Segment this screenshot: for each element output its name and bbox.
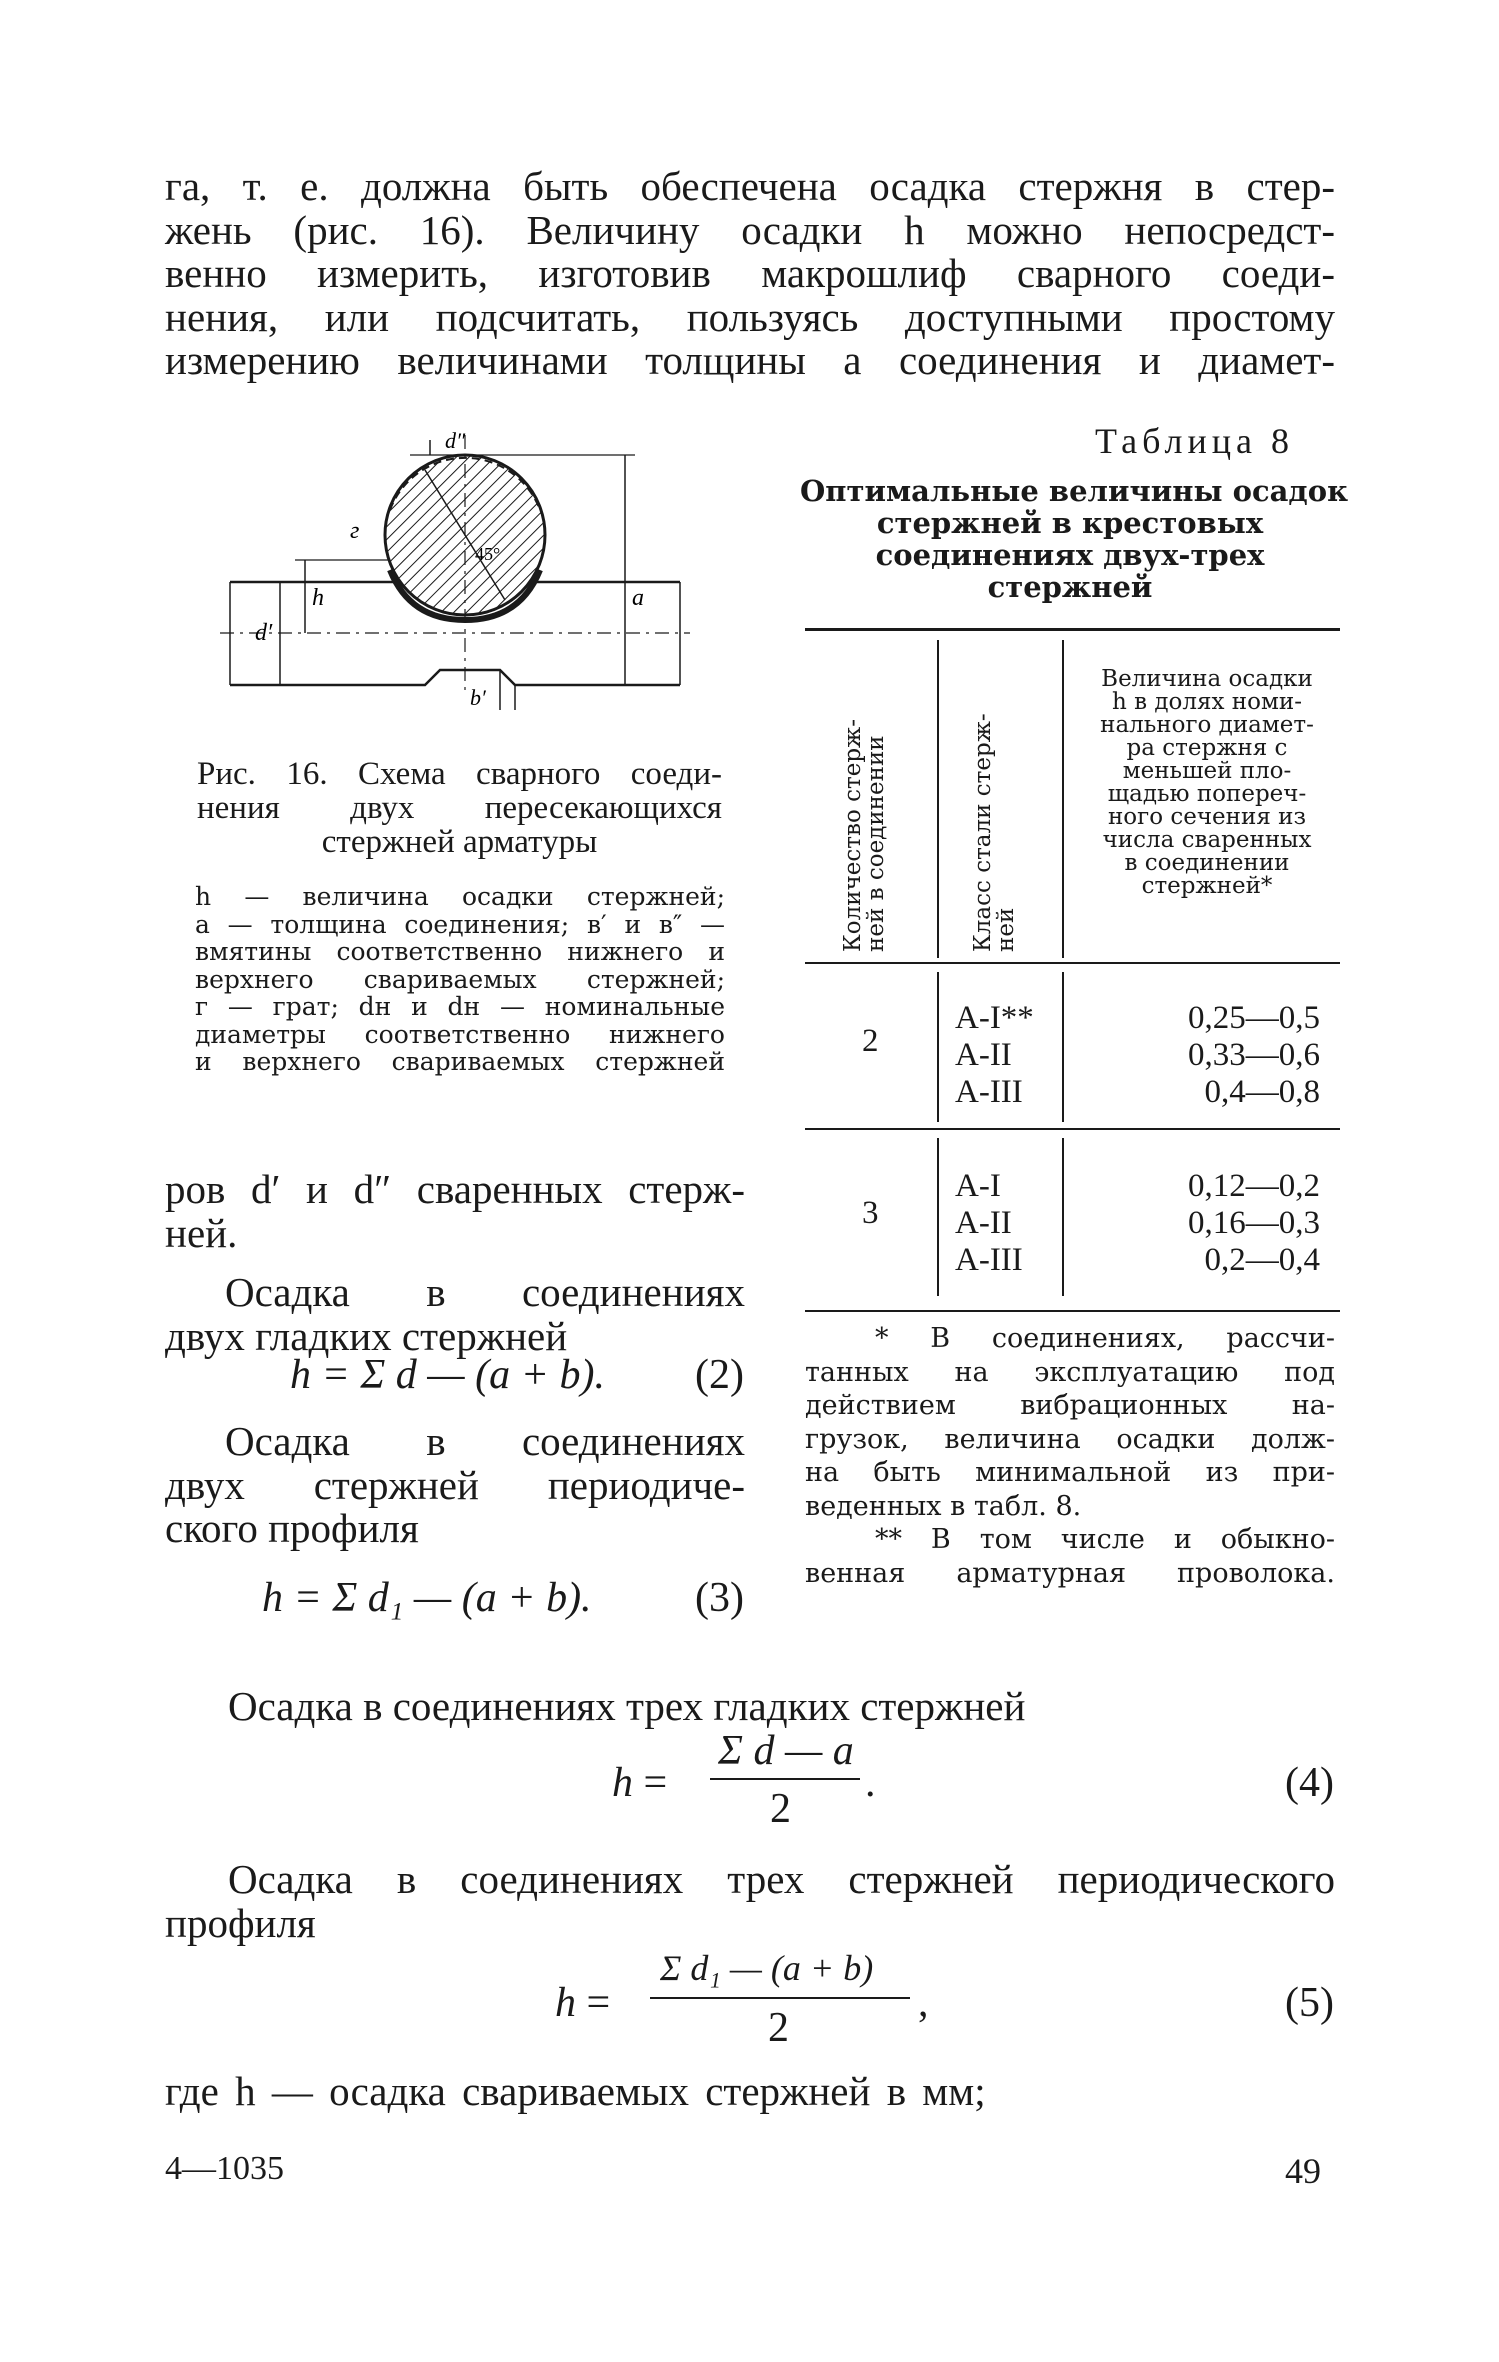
table-cell: 0,33—0,6 — [1188, 1037, 1320, 1073]
label-g: г — [350, 518, 360, 544]
footnote-line: * В соединениях, рассчи- — [875, 1323, 1335, 1354]
left-column-text-2 — [165, 1420, 745, 1551]
column-divider — [1062, 1138, 1064, 1296]
footnote-line: действием вибрационных на- — [805, 1390, 1335, 1421]
table-cell: 0,25—0,5 — [1188, 1000, 1320, 1036]
formula-5-comma: , — [918, 1980, 929, 2026]
left-column-text — [165, 1168, 745, 1358]
table-cell: А-I — [955, 1168, 1001, 1204]
title-line: соединениях двух-трех — [875, 538, 1265, 572]
caption-line: нения двух пересекающихся — [197, 790, 722, 826]
formula-5-denominator: 2 — [768, 2005, 789, 2051]
legend-line: г — грат; dн и dн — номинальные — [195, 992, 725, 1021]
formula-4-dot: . — [865, 1760, 876, 1806]
where-clause: где h — осадка свариваемых стержней в мм; — [165, 2068, 986, 2114]
table-footnotes — [805, 1322, 1335, 1590]
text-line: Осадка в соединениях трех стержней периодического — [228, 1856, 1335, 1902]
column-divider — [937, 640, 939, 958]
three-periodic-intro — [165, 1858, 1335, 1945]
page-number: 49 — [1285, 2151, 1321, 2191]
table-cell: А-III — [955, 1242, 1023, 1278]
column-divider — [937, 972, 939, 1122]
formula-2-text: h = Σ d — (a + b). — [290, 1352, 605, 1398]
table-label: Таблица 8 — [1095, 421, 1294, 461]
three-smooth-intro: Осадка в соединениях трех гладких стержней — [228, 1683, 1026, 1729]
formula-3 — [262, 1575, 592, 1621]
legend-line: верхнего свариваемых стержней; — [195, 964, 725, 994]
label-d-left: d′ — [255, 620, 273, 646]
header-line: ного сечения из — [1107, 804, 1307, 830]
legend-line: и верхнего свариваемых стержней — [195, 1047, 725, 1076]
formula-2 — [290, 1352, 605, 1398]
header-line: щадью попереч- — [1107, 781, 1307, 807]
header-line: ра стержня с — [1126, 735, 1288, 761]
table-header-rule — [805, 962, 1340, 964]
table-cell: 0,4—0,8 — [1204, 1074, 1320, 1110]
footnote-line: танных на эксплуатацию под — [805, 1356, 1335, 1388]
formula-4-lhs: h = — [612, 1760, 668, 1806]
table-cell: А-III — [955, 1074, 1023, 1110]
table-cell: А-II — [955, 1037, 1012, 1073]
cell-classes — [955, 1000, 1034, 1111]
label-h: h — [312, 585, 324, 611]
formula-3-number: (3) — [695, 1575, 744, 1621]
header-line: Количество стерж- — [840, 719, 866, 952]
header-line: h в долях номи- — [1112, 689, 1302, 715]
footnote-line: грузок, величина осадки долж- — [805, 1423, 1335, 1455]
header-line: ней — [993, 907, 1019, 952]
formula-4-numerator: Σ d — a — [718, 1728, 854, 1774]
footnote-line: на быть минимальной из при- — [805, 1457, 1335, 1488]
text-line: измерению величинами толщины a соединения и диамет- — [165, 337, 1335, 383]
top-paragraph — [165, 165, 1335, 383]
label-a: a — [632, 585, 644, 611]
signature-mark: 4—1035 — [165, 2150, 284, 2187]
legend-line: диаметры соответственно нижнего — [195, 1019, 725, 1049]
formula-5-fraction-bar — [650, 1997, 910, 1999]
column-divider — [1062, 972, 1064, 1122]
text-line: венно измерить, изготовив макрошлиф сварного соеди- — [165, 250, 1335, 296]
figure-legend — [195, 883, 725, 1076]
table-cell: А-I** — [955, 1000, 1034, 1036]
cell-count: 2 — [862, 1023, 879, 1059]
table-top-rule — [805, 628, 1340, 631]
text-line: га, т. е. должна быть обеспечена осадка стержня в стер- — [165, 163, 1335, 209]
header-count — [842, 719, 888, 952]
header-line: Класс стали стерж- — [970, 713, 996, 952]
header-line: Величина осадки — [1101, 666, 1313, 692]
weld-joint-diagram — [200, 420, 720, 710]
footnote-line: веденных в табл. 8. — [805, 1490, 1082, 1522]
legend-line: a — толщина соединения; в′ и в″ — — [195, 909, 725, 939]
cell-values — [1105, 1000, 1320, 1111]
title-line: стержней в крестовых — [876, 506, 1264, 540]
formula-5-lhs: h = — [555, 1980, 611, 2026]
formula-5-numerator: Σ d₁ — (a + b) — [660, 1948, 874, 1988]
figure-caption — [197, 757, 722, 859]
legend-line: вмятины соответственно нижнего и — [195, 937, 725, 966]
header-line: числа сваренных — [1102, 827, 1312, 853]
column-divider — [1062, 640, 1064, 958]
table-group-rule — [805, 1128, 1340, 1130]
text-line: Осадка в соединениях — [225, 1269, 745, 1315]
footnote-line: венная арматурная проволока. — [805, 1557, 1335, 1589]
table-cell: 0,2—0,4 — [1204, 1242, 1320, 1278]
text-line: Осадка в соединениях — [225, 1418, 745, 1464]
footnote-line: ** В том числе и обыкно- — [875, 1524, 1335, 1555]
header-value — [1072, 668, 1342, 898]
text-line: ней. — [165, 1209, 238, 1256]
text-line: двух гладких стержней — [165, 1312, 568, 1359]
text-line: ров d′ и d″ сваренных стерж- — [165, 1166, 745, 1212]
table-cell: А-II — [955, 1205, 1012, 1241]
formula-4-fraction-bar — [710, 1778, 860, 1780]
title-line: Оптимальные величины осадок — [800, 474, 1349, 508]
label-b: b′ — [470, 685, 486, 710]
title-line: стержней — [987, 570, 1153, 604]
text-line: ского профиля — [165, 1505, 419, 1551]
cell-values — [1105, 1168, 1320, 1279]
cell-count: 3 — [862, 1195, 879, 1231]
header-line: меньшей пло- — [1122, 758, 1292, 784]
formula-2-number: (2) — [695, 1352, 744, 1398]
header-class — [972, 713, 1018, 952]
column-divider — [937, 1138, 939, 1296]
formula-4-denominator: 2 — [770, 1786, 791, 1832]
header-line: ней в соединении — [863, 735, 889, 952]
cell-classes — [955, 1168, 1023, 1279]
table-cell: 0,16—0,3 — [1188, 1205, 1320, 1241]
header-line: стержней* — [1141, 873, 1273, 899]
header-line: нального диамет- — [1100, 712, 1314, 738]
formula-4-number: (4) — [1285, 1760, 1334, 1806]
label-angle: 45° — [475, 544, 501, 564]
text-line: нения, или подсчитать, пользуясь доступными простому — [165, 293, 1335, 340]
caption-line: Рис. 16. Схема сварного соеди- — [197, 756, 722, 792]
text-line: профиля — [165, 1899, 316, 1946]
table-cell: 0,12—0,2 — [1188, 1168, 1320, 1204]
text-line: жень (рис. 16). Величину осадки h можно непосредст- — [165, 206, 1335, 253]
formula-3-text: h = Σ d₁ — (a + b). — [262, 1575, 592, 1621]
table-title — [800, 474, 1349, 604]
caption-line: стержней арматуры — [321, 824, 598, 860]
formula-5-number: (5) — [1285, 1980, 1334, 2026]
legend-line: h — величина осадки стержней; — [195, 882, 725, 911]
header-line: в соединении — [1124, 850, 1290, 876]
label-d-top: d″ — [445, 428, 466, 453]
table-bottom-rule — [805, 1310, 1340, 1312]
text-line: двух стержней периодиче- — [165, 1461, 745, 1508]
